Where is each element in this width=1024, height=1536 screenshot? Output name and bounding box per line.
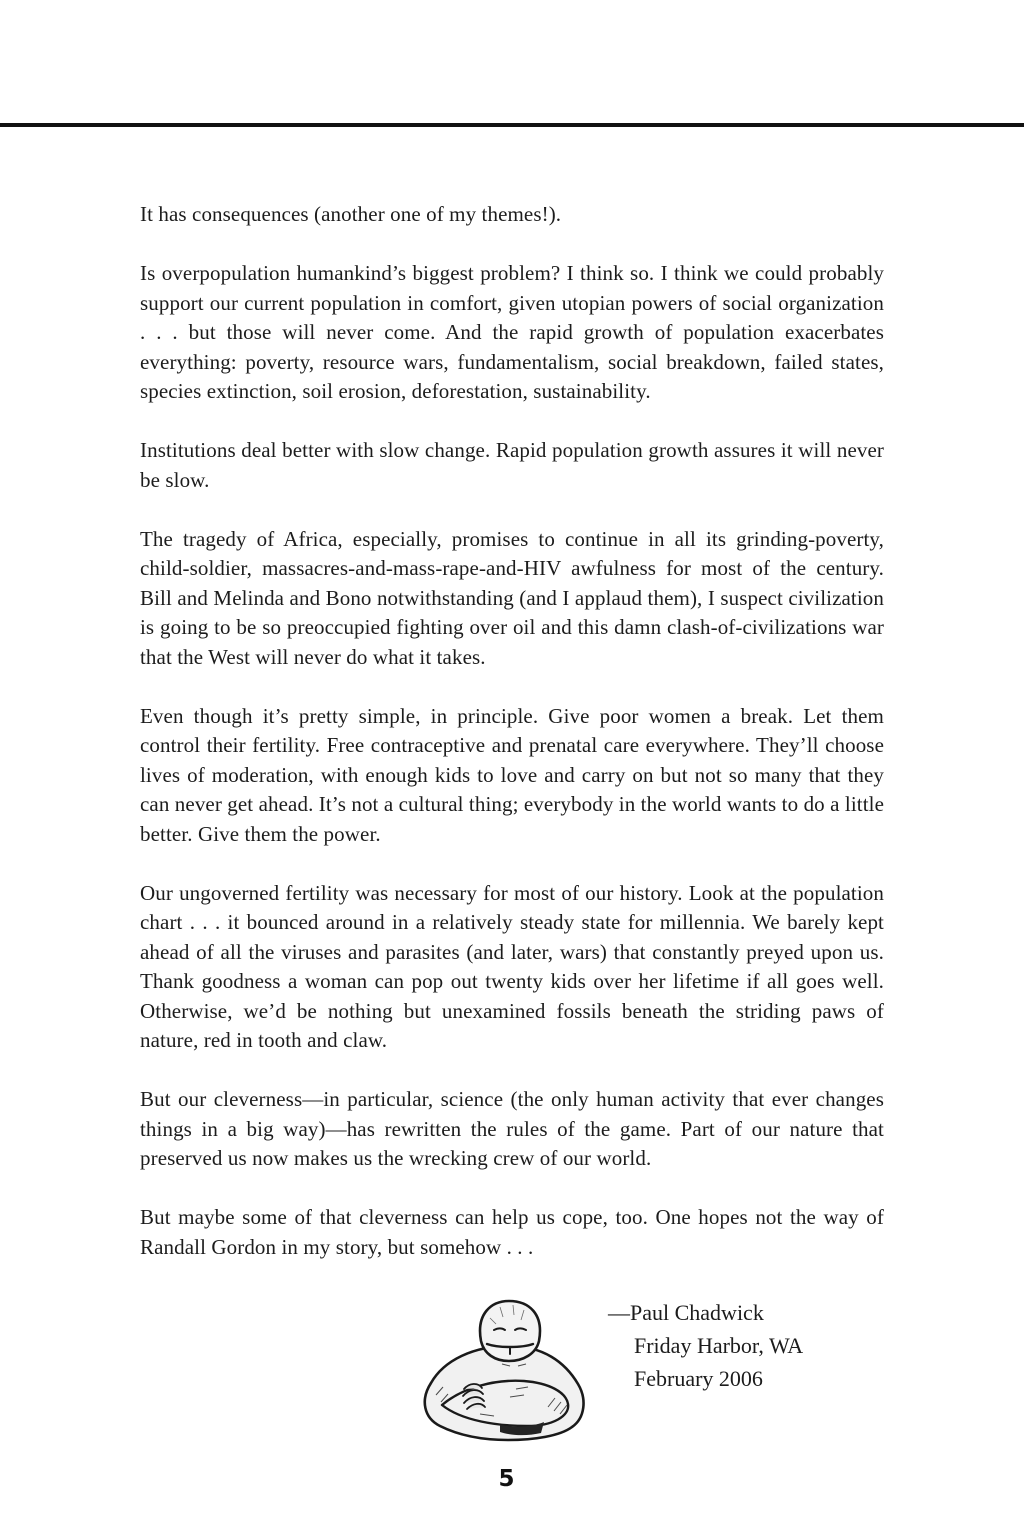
concrete-figure-illustration	[412, 1294, 594, 1450]
signature-author: —Paul Chadwick	[608, 1300, 764, 1325]
signature-location: Friday Harbor, WA	[634, 1333, 804, 1358]
paragraph: Is overpopulation humankind’s biggest problem? I think so. I think we could probably support our current population in comfort, given utopian powers of social organization . . . but those will never come. And the rapid growth of population exacerbates everything: poverty, resource wars, fundamentalism, social breakdown, failed states, species extinction, soil erosion, deforestation, sustainability.	[140, 261, 884, 403]
paragraph: The tragedy of Africa, especially, promises to continue in all its grinding-poverty, child-soldier, massacres-and-mass-rape-and-HIV awfulness for most of the century. Bill and Melinda and Bono notwithstanding (and I applaud them), I suspect civilization is going to be so preoccupied fighting over oil and this damn clash-of-civilizations war that the West will never do what it takes.	[140, 526, 884, 669]
paragraph: Our ungoverned fertility was necessary for most of our history. Look at the population chart . . . it bounced around in a relatively steady state for millennia. We barely kept ahead of all the viruses and parasites (and later, wars) that constantly preyed upon us. Thank goodness a woman can pop out twenty kids over her lifetime if all goes well. Otherwise, we’d be nothing but unexamined fossils beneath the striding paws of nature, red in tooth and claw.	[140, 880, 884, 1052]
concrete-figure-drawing	[412, 1294, 594, 1450]
header-rule	[0, 123, 1024, 127]
paragraph: Even though it’s pretty simple, in principle. Give poor women a break. Let them control their fertility. Free contraceptive and prenatal care everywhere. They’ll choose lives of moderation, with enough kids to love and carry on but not so many that they can never get ahead. It’s not a cultural thing; everybody in the world wants to do a little better. Give them the power.	[140, 703, 884, 846]
page-number: 5	[498, 1466, 516, 1492]
signature-date: February 2006	[634, 1366, 763, 1391]
body-text	[140, 200, 884, 1262]
paragraph: But our cleverness—in particular, science (the only human activity that ever changes things in a big way)—has rewritten the rules of the game. Part of our nature that preserved us now makes us the wrecking crew of our world.	[140, 1087, 884, 1170]
signature-block	[608, 1296, 803, 1395]
paragraph: But maybe some of that cleverness can help us cope, too. One hopes not the way of Randall Gordon in my story, but somehow . . .	[140, 1205, 884, 1259]
paragraph: Institutions deal better with slow change. Rapid population growth assures it will never be slow.	[140, 438, 884, 492]
paragraph: It has consequences (another one of my themes!).	[140, 202, 562, 226]
